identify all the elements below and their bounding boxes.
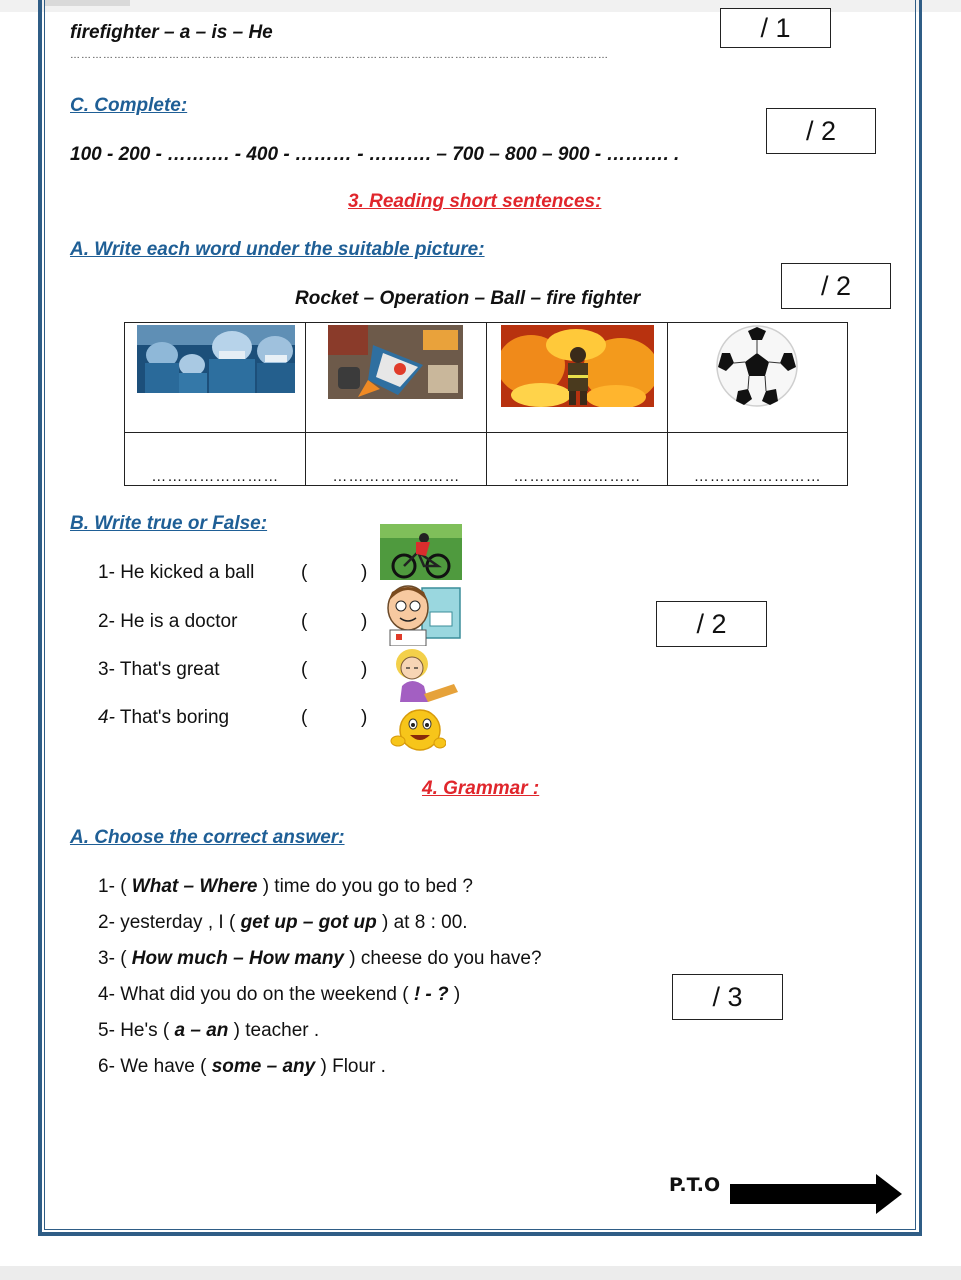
item-number: 3- (98, 659, 115, 680)
picture-table (124, 322, 848, 486)
rocket-image (328, 325, 463, 399)
soccer-ball-image (714, 323, 800, 409)
bottom-edge (0, 1266, 961, 1280)
paren-open: ( (301, 562, 308, 583)
paren-close: ) (361, 659, 368, 680)
complete-heading: C. Complete: (70, 95, 188, 116)
word-bank: Rocket – Operation – Ball – fire fighter (295, 288, 641, 309)
answer-choices[interactable]: ! - ? (413, 984, 449, 1005)
item-number: 1- (98, 562, 115, 583)
answer-choices[interactable]: a – an (174, 1020, 229, 1041)
item-number: 3- (98, 948, 115, 969)
answer-dotted-line: ………………………………………………………………………………………………………………………………… (70, 50, 609, 61)
item-number: 4- (98, 984, 115, 1005)
grammar-question (98, 984, 460, 1006)
item-number: 2- (98, 611, 115, 632)
question-pre: ( (120, 876, 132, 897)
score-box-complete: / 2 (766, 108, 876, 154)
answer-parentheses[interactable] (301, 707, 367, 729)
item-number: 6- (98, 1056, 115, 1077)
answer-blank[interactable]: …………………… (306, 433, 487, 486)
score-box-grammar: / 3 (672, 974, 783, 1020)
doctor-cartoon-image (378, 582, 462, 646)
bored-girl-image (388, 646, 460, 708)
question-pre: He's ( (120, 1020, 175, 1041)
answer-choices[interactable]: some – any (211, 1056, 316, 1077)
item-number: 1- (98, 876, 115, 897)
question-pre: We have ( (120, 1056, 212, 1077)
number-sequence: 100 - 200 - ………. - 400 - ……… - ………. – 700 – 800 – 900 - ………. . (70, 144, 680, 165)
grammar-part-a-heading: A. Choose the correct answer: (70, 827, 345, 848)
firefighter-illustration (501, 325, 654, 407)
question-post: ) Flour . (315, 1056, 386, 1077)
picture-cell (306, 323, 487, 433)
question-post: ) at 8 : 00. (376, 912, 468, 933)
answer-choices[interactable]: How much – How many (131, 948, 344, 969)
right-arrow-icon (730, 1174, 902, 1214)
question-post: ) cheese do you have? (344, 948, 542, 969)
rocket-illustration (328, 325, 463, 399)
item-text: He kicked a ball (120, 562, 255, 583)
score-box-scrambled: / 1 (720, 8, 831, 48)
please-turn-over-label: P.T.O (669, 1174, 721, 1196)
paren-open: ( (301, 659, 308, 680)
firefighter-image (501, 325, 654, 407)
item-number: 5- (98, 1020, 115, 1041)
question-pre: yesterday , I ( (120, 912, 241, 933)
true-false-item (98, 659, 220, 681)
question-post: ) time do you go to bed ? (257, 876, 473, 897)
grammar-question (98, 948, 542, 970)
reading-part-a-heading: A. Write each word under the suitable picture: (70, 239, 485, 260)
grammar-question (98, 1020, 319, 1042)
grammar-question (98, 1056, 386, 1078)
cyclist-image (380, 524, 462, 580)
answer-choices[interactable]: get up – got up (240, 912, 377, 933)
paren-open: ( (301, 611, 308, 632)
paren-close: ) (361, 707, 368, 728)
item-text: That's great (119, 659, 220, 680)
picture-cell (487, 323, 668, 433)
paren-close: ) (361, 611, 368, 632)
item-number: 4- (98, 707, 115, 728)
paren-open: ( (301, 707, 308, 728)
answer-parentheses[interactable] (301, 562, 367, 584)
surgeons-image (137, 325, 295, 393)
grammar-question (98, 912, 468, 934)
answer-blank[interactable]: …………………… (668, 433, 848, 486)
true-false-item (98, 562, 254, 584)
scrambled-sentence: firefighter – a – is – He (70, 22, 273, 43)
soccer-ball-icon (714, 323, 800, 409)
answer-blank[interactable]: …………………… (487, 433, 668, 486)
question-post: ) (448, 984, 461, 1005)
answer-blank[interactable]: …………………… (125, 433, 306, 486)
smiley-emoji-image (390, 707, 446, 755)
score-box-reading-a: / 2 (781, 263, 891, 309)
answer-choices[interactable]: What – Where (131, 876, 258, 897)
true-false-item (98, 707, 229, 729)
item-number: 2- (98, 912, 115, 933)
true-false-item (98, 611, 237, 633)
score-box-reading-b: / 2 (656, 601, 767, 647)
question-pre: ( (120, 948, 132, 969)
reading-part-b-heading: B. Write true or False: (70, 513, 268, 534)
question-post: ) teacher . (228, 1020, 320, 1041)
question-pre: What did you do on the weekend ( (120, 984, 414, 1005)
reading-heading: 3. Reading short sentences: (348, 191, 602, 212)
answer-parentheses[interactable] (301, 659, 367, 681)
surgeons-illustration (137, 325, 295, 393)
grammar-question (98, 876, 473, 898)
paren-close: ) (361, 562, 368, 583)
picture-cell (668, 323, 848, 433)
picture-cell (125, 323, 306, 433)
grammar-heading: 4. Grammar : (422, 778, 540, 799)
item-text: He is a doctor (120, 611, 238, 632)
answer-parentheses[interactable] (301, 611, 367, 633)
item-text: That's boring (119, 707, 230, 728)
